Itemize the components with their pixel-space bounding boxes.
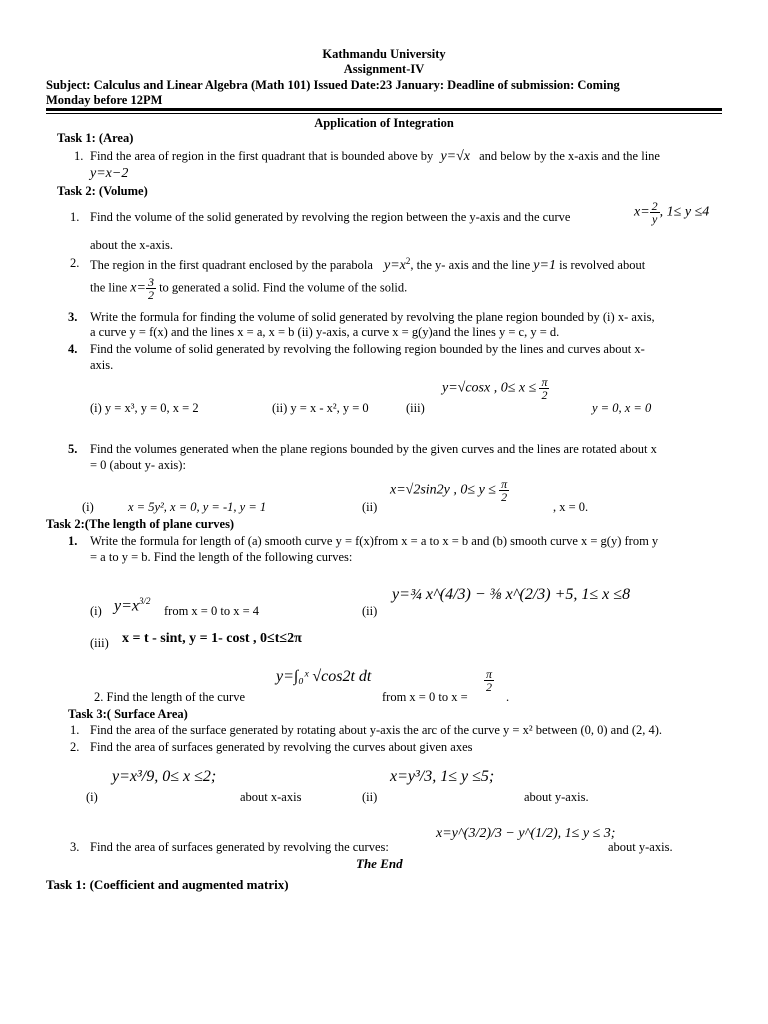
task-length-title: Task 2:(The length of plane curves) [46,517,235,531]
volume-q5-i-label: (i) [82,500,94,514]
area-q1-line-eq: y=x−2 [90,166,129,181]
length-iii-label: (iii) [90,636,109,650]
volume-q4-iii-label: (iii) [406,401,425,415]
volume-q5-i-text: x = 5y², x = 0, y = -1, y = 1 [128,500,267,514]
volume-q4-line1: Find the volume of solid generated by revolving the following region bounded by the lines and curves about x- [90,342,645,356]
area-q1-math-sqrt: y=√x [440,149,470,164]
volume-q3-line2: a curve y = f(x) and the lines x = a, x = b (ii) y-axis, a curve x = g(y)and the lines y = c, y = d. [90,325,560,339]
subject-line-1: Subject: Calculus and Linear Algebra (Math 101) Issued Date:23 January: Deadline of submission: Coming [46,78,620,92]
volume-q5-ii-math: x=√2sin2y , 0≤ y ≤ $\frac{\pi}{2}$ [390,477,508,504]
length-iii-math: x = t - sint, y = 1- cost , 0≤t≤2π [122,631,302,646]
surface-q3-math: x=y^(3/2)/3 − y^(1/2), 1≤ y ≤ 3; [436,826,616,841]
length-ii-math: y=¾ x^(4/3) − ⅜ x^(2/3) +5, 1≤ x ≤8 [392,586,631,603]
length-q1-number: 1. [68,534,78,548]
volume-q4-i: (i) y = x³, y = 0, x = 2 [90,401,199,415]
length-ii-label: (ii) [362,604,378,618]
surface-i-about: about x-axis [240,790,302,804]
next-task-title: Task 1: (Coefficient and augmented matrix) [46,877,289,892]
length-i-label: (i) [90,604,102,618]
volume-q4-iii-math: y=√cosx , 0≤ x ≤ $\frac{\pi}{2}$ [442,375,548,402]
length-q2-text: 2. Find the length of the curve [94,690,246,704]
volume-q2-number: 2. [70,256,80,270]
task-area-title: Task 1: (Area) [57,131,134,145]
header-rule-thick [46,108,722,111]
length-i-math: $y=x^{3/2}$ [114,596,151,615]
assignment-title: Assignment-IV [343,62,425,76]
volume-q3-number: 3. [68,310,78,324]
length-q2-range: from x = 0 to x = [382,690,468,704]
volume-q5-number: 5. [68,442,78,456]
surface-i-math: y=x³/9, 0≤ x ≤2; [112,768,217,785]
length-q2-math: y=∫₀ˣ √cos2t dt [276,668,372,685]
length-q1-line2: = a to y = b. Find the length of the following curves: [90,550,353,564]
volume-q1-text2: about the x-axis. [90,238,173,252]
volume-q4-line2: axis. [90,358,114,372]
surface-ii-label: (ii) [362,790,378,804]
length-q2-end: . [506,690,510,704]
volume-q2-text: The region in the first quadrant enclosed by the parabola $y=x^2$, the y- axis and the line y=1 is revolved about [90,256,646,274]
surface-ii-math: x=y³/3, 1≤ y ≤5; [390,768,495,785]
volume-q2-text2: the line x= $\frac{3}{2}$ to generated a solid. Find the volume of the solid. [90,275,408,302]
volume-q5-line2: = 0 (about y- axis): [90,458,186,472]
volume-q1-text: Find the volume of the solid generated by revolving the region between the y-axis and the curve [90,210,571,224]
volume-q1-number: 1. [70,210,80,224]
surface-q1-text: Find the area of the surface generated by rotating about y-axis the arc of the curve y = x² between (0, 0) and (2, 4). [90,723,663,737]
surface-q2-text: Find the area of surfaces generated by revolving the curves about given axes [90,740,473,754]
volume-q4-iii-post: y = 0, x = 0 [592,401,652,415]
surface-q3-about: about y-axis. [608,840,673,854]
subject-line-2: Monday before 12PM [46,93,163,107]
area-q1-text: Find the area of region in the first quadrant that is bounded above by y=√x and below by the x-axis and the line [90,149,660,164]
length-q1-line1: Write the formula for length of (a) smooth curve y = f(x)from x = a to x = b and (b) smooth curve x = g(y) from y [90,534,659,548]
surface-i-label: (i) [86,790,98,804]
volume-q5-ii-post: , x = 0. [553,500,589,514]
length-i-range: from x = 0 to x = 4 [164,604,259,618]
volume-q5-line1: Find the volumes generated when the plane regions bounded by the given curves and the lines are rotated about x [90,442,657,456]
area-q1-number: 1. [74,149,84,163]
surface-ii-about: about y-axis. [524,790,589,804]
the-end: The End [356,856,403,871]
surface-q1-number: 1. [70,723,80,737]
section-title: Application of Integration [314,116,454,130]
volume-q5-ii-label: (ii) [362,500,378,514]
volume-q1-math: x= $\frac{2}{y}$ , 1≤ y ≤4 [634,199,710,226]
surface-q2-number: 2. [70,740,80,754]
volume-q4-number: 4. [68,342,78,356]
surface-q3-text: Find the area of surfaces generated by revolving the curves: [90,840,389,854]
university-name: Kathmandu University [322,47,446,61]
surface-q3-number: 3. [70,840,80,854]
volume-q4-ii: (ii) y = x - x², y = 0 [272,401,369,415]
task-surface-title: Task 3:( Surface Area) [68,707,188,721]
length-q2-frac: $\frac{\pi}{2}$ [486,667,493,694]
task-volume-title: Task 2: (Volume) [57,184,148,198]
volume-q3-line1: Write the formula for finding the volume of solid generated by revolving the plane region bounded by (i) x- axis, [90,310,655,324]
header-rule-thin [46,113,722,114]
